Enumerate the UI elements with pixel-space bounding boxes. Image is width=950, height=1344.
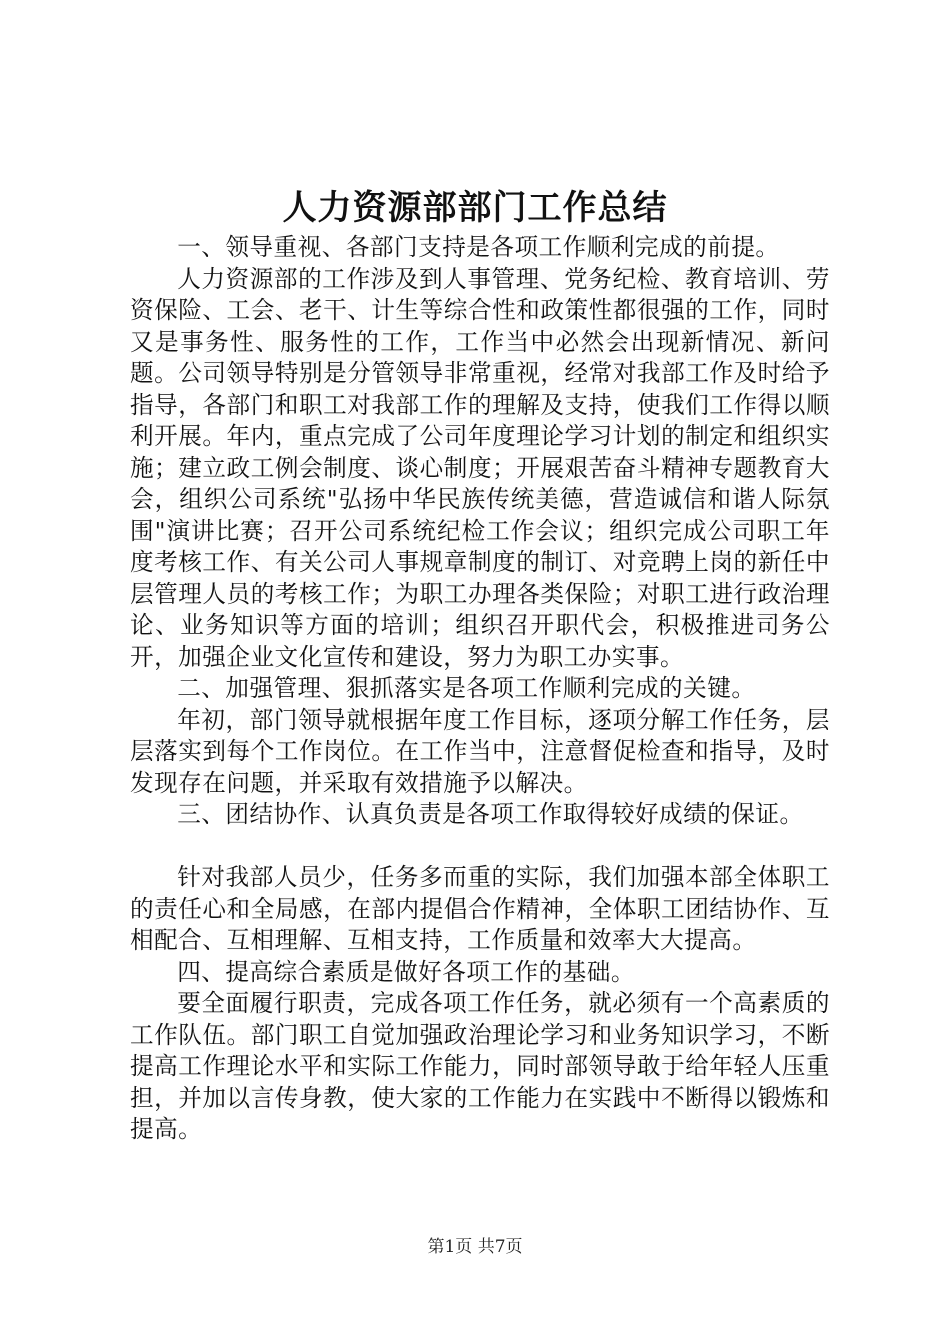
page-number: 第1页 共7页 bbox=[427, 1237, 523, 1257]
section-heading-3: 三、团结协作、认真负责是各项工作取得较好成绩的保证。 bbox=[177, 800, 804, 828]
document-body bbox=[130, 232, 830, 1146]
section-heading-4: 四、提高综合素质是做好各项工作的基础。 bbox=[177, 957, 635, 986]
page-title: 人力资源部部门工作总结 bbox=[282, 188, 668, 228]
section-paragraph-4: 要全面履行职责，完成各项工作任务，就必须有一个高素质的工作队伍。部门职工自觉加强政治理论学习和业务知识学习，不断提高工作理论水平和实际工作能力，同时部领导敢于给年轻人压重担，并加以言传身教，使大家的工作能力在实践中不断得以锻炼和提高。 bbox=[130, 989, 830, 1143]
section-heading-1: 一、领导重视、各部门支持是各项工作顺利完成的前提。 bbox=[177, 233, 780, 261]
section-paragraph-3: 针对我部人员少，任务多而重的实际，我们加强本部全体职工的责任心和全局感，在部内提倡合作精神，全体职工团结协作、互相配合、互相理解、互相支持，工作质量和效率大大提高。 bbox=[130, 863, 830, 954]
blank-line bbox=[130, 831, 830, 863]
section-paragraph-2: 年初，部门领导就根据年度工作目标，逐项分解工作任务，层层落实到每个工作岗位。在工作当中，注意督促检查和指导，及时发现存在问题，并采取有效措施予以解决。 bbox=[130, 705, 830, 797]
section-heading-2: 二、加强管理、狠抓落实是各项工作顺利完成的关键。 bbox=[177, 674, 756, 702]
section-paragraph-1: 人力资源部的工作涉及到人事管理、党务纪检、教育培训、劳资保险、工会、老干、计生等综合性和政策性都很强的工作，同时又是事务性、服务性的工作，工作当中必然会出现新情况、新问题。公司领导特别是分管领导非常重视，经常对我部工作及时给予指导，各部门和职工对我部工作的理解及支持，使我们工作得以顺利开展。年内，重点完成了公司年度理论学习计划的制定和组织实施；建立政工例会制度、谈心制度；开展艰苦奋斗精神专题教育大会，组织公司系统"弘扬中华民族传统美德，营造诚信和谐人际氛围"演讲比赛；召开公司系统纪检工作会议；组织完成公司职工年度考核工作、有关公司人事规章制度的制订、对竞聘上岗的新任中层管理人员的考核工作；为职工办理各类保险；对职工进行政治理论、业务知识等方面的培训；组织召开职代会，积极推进司务公开，加强企业文化宣传和建设，努力为职工办实事。 bbox=[130, 264, 830, 671]
